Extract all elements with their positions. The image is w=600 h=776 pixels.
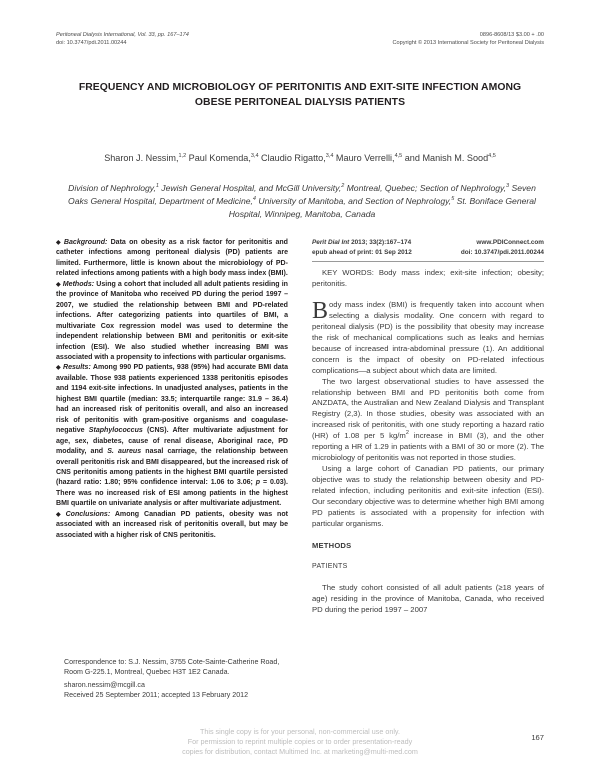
issn-line: 0896-8608/13 $3.00 + .00	[479, 32, 544, 38]
title-line-1: FREQUENCY AND MICROBIOLOGY OF PERITONITIS AND EXIT-SITE INFECTION AMONG	[78, 82, 522, 93]
background-text: Data on obesity as a risk factor for peritonitis and catheter infections among peritoneal dialysis (PD) patients are limited. Furthermore, little is known about the microbiology of PD-related infections among patients with a high body mass index (BMI).	[56, 239, 288, 278]
body-text	[312, 268, 544, 616]
results-text: Among 990 PD patients, 938 (95%) had accurate BMI data available. Those 938 patients experienced 1338 peritonitis episodes and 1194 exit-site infections. In unadjusted analyses, patients in the highest BMI quartile (median: 33.5; interquartile range: 31.9 – 36.4) had an increased risk of peritonitis overall, and also an increased risk of peritonitis with gram-positive organisms and coagulase-negative	[56, 364, 288, 435]
results-organism: S. aureus	[107, 448, 142, 456]
diamond-bullet-icon: ◆	[56, 281, 61, 288]
body-paragraph	[312, 377, 544, 465]
page-number: 167	[531, 733, 544, 742]
author-name: Sharon J. Nessim,	[104, 153, 179, 163]
abstract-methods	[56, 280, 288, 364]
affiliation-text: St. Boniface General Hospital, Winnipeg, Manitoba, Canada	[228, 196, 536, 219]
affiliation-text: Division of Nephrology,	[68, 183, 156, 193]
epub-date: epub ahead of print: 01 Sep 2012	[312, 248, 412, 256]
abstract-conclusions	[56, 510, 288, 541]
abstract-results	[56, 363, 288, 509]
copyright-footer	[150, 727, 450, 757]
copyright-line: Copyright © 2013 International Society for Peritoneal Dialysis	[392, 40, 544, 46]
paragraph-text: increase in BMI (3), and the other reporting a HR of 1.29 in patients with a BMI of 30 or more (2). The microbiology of peritonitis was not reported in those studies.	[312, 431, 544, 463]
author-affil-marker: 3,4	[250, 153, 259, 159]
diamond-bullet-icon: ◆	[56, 365, 61, 372]
diamond-bullet-icon: ◆	[56, 240, 62, 246]
abstract-background	[56, 238, 288, 280]
author-name: and Manish M. Sood	[402, 153, 489, 163]
superscript: 2	[405, 430, 409, 437]
citation-detail: 2013; 33(2):167–174	[349, 239, 412, 246]
affiliation-marker: 1	[155, 183, 159, 189]
affiliation-marker: 2	[341, 183, 345, 189]
body-paragraph: Using a large cohort of Canadian PD patients, our primary objective was to study the relationship between obesity and PD-related infection, including peritonitis and exit-site infection (ESI). Our secondary objective was to determine whether high BMI among PD patients is associated with a propensity for infection with particular organisms.	[312, 464, 544, 528]
footer-line: For permission to reprint multiple copies or to order presentation-ready	[187, 737, 413, 746]
affiliation-text: University of Manitoba, and Section of Nephrology,	[255, 196, 452, 206]
results-text: (CNS). After multivariate adjustment for age, sex, diabetes, cause of renal disease, Aboriginal race, PD modality, and	[56, 427, 288, 456]
background-label: Background:	[63, 239, 108, 246]
results-text: nasal carriage, the relationship between overall peritonitis risk and BMI disappeared, but the increased risk of CNS peritonitis among patients in the highest BMI quartile persisted (hazard ratio: 1.80; 95% confidence interval: 1.06 to 3.06;	[56, 448, 288, 487]
author-name: Paul Komenda,	[186, 153, 251, 163]
subsection-heading-patients: PATIENTS	[312, 562, 348, 570]
author-list	[40, 152, 560, 164]
paragraph-text: The two largest observational studies to have assessed the relationship between BMI and PD peritonitis both come from ANZDATA, the Australian and New Zealand Dialysis and Transplant Registry (2,3). In those studies, obesity was associated with an increased risk of peritonitis, with one study reporting a hazard ratio (HR) of 1.08 per 5 kg/m	[312, 376, 544, 441]
correspondence-address: Correspondence to: S.J. Nessim, 3755 Cote-Sainte-Catherine Road, Room G-225.1, Montreal, Quebec H3T 1E2 Canada.	[64, 658, 280, 677]
publication-info	[312, 238, 544, 257]
affiliation-text: Jewish General Hospital, and McGill University,	[158, 183, 342, 193]
intro-text: ody mass index (BMI) is frequently taken into account when selecting a dialysis modality. One concern with regard to peritoneal dialysis (PD) is the possibility that obesity may increase the risk of mechanical complications such as leaks and hernias because of increased intra-abdominal pressure (1). An additional concern is the impact of obesity on PD-related infectious complications—a subject about which data are limited.	[312, 299, 544, 375]
doi: doi: 10.3747/pdi.2011.00244	[460, 248, 544, 256]
footer-line: copies for distribution, contact Multimed Inc. at marketing@multi-med.com	[182, 747, 418, 756]
author-affil-marker: 4,5	[394, 153, 403, 159]
author-name: Claudio Rigatto,	[258, 153, 326, 163]
copyright-header	[284, 31, 544, 47]
keywords: KEY WORDS: Body mass index; exit-site infection; obesity; peritonitis.	[312, 268, 544, 288]
divider	[312, 261, 544, 262]
correspondence-email[interactable]: sharon.nessim@mcgill.ca	[64, 680, 145, 689]
journal-header	[56, 31, 316, 47]
results-text: = 0.03). There was no increased risk of ESI among patients in the highest BMI quartile on univariate analysis or after multivariate adjustment.	[56, 479, 288, 508]
doi-line: doi: 10.3747/pdi.2011.00244	[56, 40, 127, 46]
title-line-2: OBESE PERITONEAL DIALYSIS PATIENTS	[194, 97, 406, 108]
affiliation-text: Seven Oaks General Hospital, Department of Medicine,	[68, 183, 536, 206]
article-title	[56, 80, 544, 110]
affiliation-marker: 3	[506, 183, 510, 189]
methods-label: Methods:	[62, 280, 95, 288]
author-name: Mauro Verrelli,	[333, 153, 395, 163]
received-dates: Received 25 September 2011; accepted 13 February 2012	[64, 691, 249, 700]
affiliation-marker: 5	[451, 196, 455, 202]
website-link[interactable]: www.PDIConnect.com	[476, 239, 544, 246]
author-affil-marker: 4,5	[488, 153, 496, 159]
author-affil-marker: 1,2	[178, 153, 187, 159]
author-affil-marker: 3,4	[325, 153, 334, 159]
section-heading-methods: METHODS	[312, 540, 352, 550]
conclusions-label: Conclusions:	[65, 510, 111, 518]
affiliation-marker: 4	[252, 196, 256, 202]
correspondence	[64, 657, 288, 701]
drop-cap: B	[312, 297, 329, 324]
abstract	[56, 238, 288, 541]
methods-text: Using a cohort that included all adult patients residing in the province of Manitoba who received PD during the period 1997 – 2007, we studied the relationship between BMI and PD-related infections. After categorizing patients into quartiles of BMI, a multivariate Cox regression model was used to determine the independent relationship between BMI and peritonitis or exit-site infection (ESI). We also studied whether increasing BMI was associated with a propensity to infections with particular organisms.	[56, 280, 288, 361]
body-paragraph: The study cohort consisted of all adult patients (≥18 years of age) residing in the province of Manitoba, Canada, who received PD during the period 1997 – 2007	[312, 582, 544, 614]
journal-line: Peritoneal Dialysis International, Vol. 33, pp. 167–174	[56, 32, 189, 38]
results-organism: Staphylococcus	[88, 427, 143, 435]
diamond-bullet-icon: ◆	[56, 511, 64, 518]
affiliation-text: Montreal, Quebec; Section of Nephrology,	[344, 183, 507, 193]
affiliations	[64, 182, 540, 221]
citation-journal: Perit Dial Int	[312, 239, 350, 246]
footer-line: This single copy is for your personal, non-commercial use only.	[199, 727, 400, 736]
results-label: Results:	[62, 364, 91, 372]
conclusions-text: Among Canadian PD patients, obesity was not associated with an increased risk of peritonitis overall, but may be associated with a higher risk of CNS peritonitis.	[56, 510, 288, 539]
results-p-symbol: p	[255, 479, 261, 487]
intro-paragraph	[312, 297, 544, 377]
